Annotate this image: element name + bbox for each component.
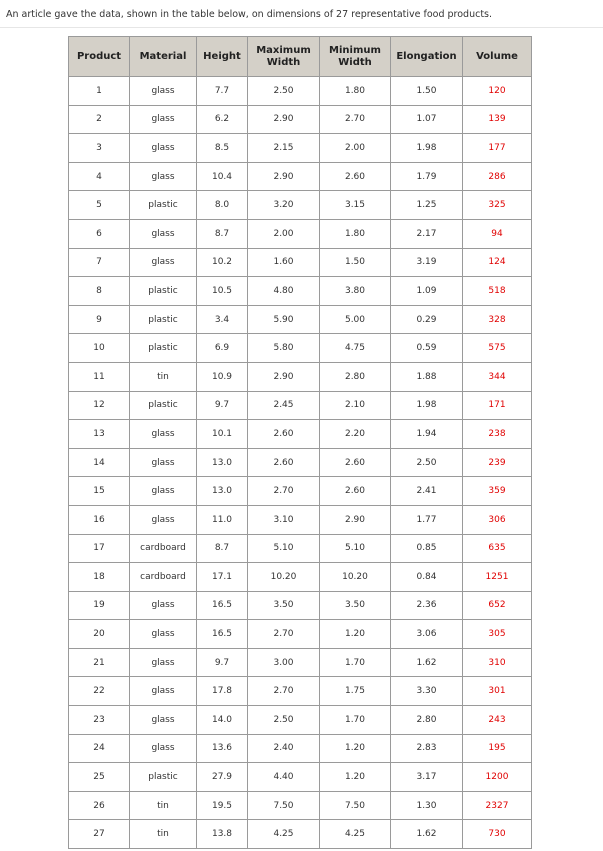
height-cell: 17.1 (197, 563, 248, 592)
minimum-width-cell: 2.80 (320, 362, 391, 391)
table-row (69, 134, 532, 163)
maximum-width-cell: 2.70 (248, 677, 320, 706)
product-cell: 6 (69, 219, 130, 248)
table-row (69, 563, 532, 592)
elongation-cell: 1.30 (391, 791, 463, 820)
maximum-width-cell: 2.70 (248, 477, 320, 506)
header-product: Product (69, 37, 130, 77)
minimum-width-cell: 3.15 (320, 191, 391, 220)
height-cell: 11.0 (197, 505, 248, 534)
height-cell: 10.1 (197, 420, 248, 449)
material-cell: plastic (130, 191, 197, 220)
material-cell: tin (130, 820, 197, 849)
maximum-width-cell: 4.80 (248, 277, 320, 306)
material-cell: plastic (130, 277, 197, 306)
maximum-width-cell: 2.90 (248, 162, 320, 191)
volume-cell: 635 (463, 534, 532, 563)
maximum-width-cell: 1.60 (248, 248, 320, 277)
material-cell: glass (130, 219, 197, 248)
material-cell: glass (130, 648, 197, 677)
volume-cell: 243 (463, 706, 532, 735)
maximum-width-cell: 2.90 (248, 105, 320, 134)
product-cell: 12 (69, 391, 130, 420)
product-cell: 2 (69, 105, 130, 134)
material-cell: glass (130, 162, 197, 191)
volume-cell: 344 (463, 362, 532, 391)
table-row (69, 105, 532, 134)
elongation-cell: 1.88 (391, 362, 463, 391)
material-cell: cardboard (130, 563, 197, 592)
minimum-width-cell: 1.80 (320, 77, 391, 106)
minimum-width-cell: 4.25 (320, 820, 391, 849)
table-row (69, 277, 532, 306)
material-cell: glass (130, 677, 197, 706)
product-cell: 26 (69, 791, 130, 820)
product-cell: 5 (69, 191, 130, 220)
material-cell: glass (130, 477, 197, 506)
header-material: Material (130, 37, 197, 77)
height-cell: 27.9 (197, 763, 248, 792)
height-cell: 8.5 (197, 134, 248, 163)
height-cell: 7.7 (197, 77, 248, 106)
height-cell: 13.8 (197, 820, 248, 849)
volume-cell: 124 (463, 248, 532, 277)
elongation-cell: 1.09 (391, 277, 463, 306)
material-cell: tin (130, 362, 197, 391)
volume-cell: 359 (463, 477, 532, 506)
height-cell: 9.7 (197, 648, 248, 677)
table-header-row (69, 37, 532, 77)
intro-text: An article gave the data, shown in the table below, on dimensions of 27 representative food products. (6, 9, 493, 20)
height-cell: 6.9 (197, 334, 248, 363)
height-cell: 10.4 (197, 162, 248, 191)
product-cell: 17 (69, 534, 130, 563)
material-cell: tin (130, 791, 197, 820)
height-cell: 19.5 (197, 791, 248, 820)
elongation-cell: 2.36 (391, 591, 463, 620)
table-row (69, 820, 532, 849)
table-row (69, 162, 532, 191)
maximum-width-cell: 3.50 (248, 591, 320, 620)
product-cell: 14 (69, 448, 130, 477)
volume-cell: 328 (463, 305, 532, 334)
food-products-table (68, 36, 532, 849)
product-cell: 16 (69, 505, 130, 534)
table-row (69, 620, 532, 649)
height-cell: 6.2 (197, 105, 248, 134)
maximum-width-cell: 2.50 (248, 706, 320, 735)
height-cell: 10.5 (197, 277, 248, 306)
product-cell: 21 (69, 648, 130, 677)
volume-cell: 1200 (463, 763, 532, 792)
table-row (69, 77, 532, 106)
height-cell: 10.9 (197, 362, 248, 391)
elongation-cell: 1.62 (391, 820, 463, 849)
product-cell: 9 (69, 305, 130, 334)
maximum-width-cell: 2.40 (248, 734, 320, 763)
volume-cell: 730 (463, 820, 532, 849)
volume-cell: 286 (463, 162, 532, 191)
maximum-width-cell: 5.80 (248, 334, 320, 363)
elongation-cell: 2.50 (391, 448, 463, 477)
product-cell: 11 (69, 362, 130, 391)
elongation-cell: 3.19 (391, 248, 463, 277)
minimum-width-cell: 5.00 (320, 305, 391, 334)
elongation-cell: 1.50 (391, 77, 463, 106)
minimum-width-cell: 10.20 (320, 563, 391, 592)
table-row (69, 734, 532, 763)
material-cell: glass (130, 620, 197, 649)
product-cell: 15 (69, 477, 130, 506)
material-cell: plastic (130, 763, 197, 792)
table-row (69, 706, 532, 735)
minimum-width-cell: 1.80 (320, 219, 391, 248)
volume-cell: 94 (463, 219, 532, 248)
minimum-width-cell: 5.10 (320, 534, 391, 563)
height-cell: 3.4 (197, 305, 248, 334)
volume-cell: 306 (463, 505, 532, 534)
product-cell: 24 (69, 734, 130, 763)
maximum-width-cell: 5.10 (248, 534, 320, 563)
material-cell: cardboard (130, 534, 197, 563)
product-cell: 20 (69, 620, 130, 649)
table-row (69, 391, 532, 420)
table-row (69, 219, 532, 248)
table-row (69, 791, 532, 820)
volume-cell: 238 (463, 420, 532, 449)
material-cell: plastic (130, 334, 197, 363)
material-cell: glass (130, 706, 197, 735)
header-volume: Volume (463, 37, 532, 77)
volume-cell: 1251 (463, 563, 532, 592)
volume-cell: 120 (463, 77, 532, 106)
volume-cell: 575 (463, 334, 532, 363)
minimum-width-cell: 2.10 (320, 391, 391, 420)
elongation-cell: 2.17 (391, 219, 463, 248)
table-row (69, 677, 532, 706)
table-row (69, 448, 532, 477)
material-cell: glass (130, 734, 197, 763)
material-cell: glass (130, 591, 197, 620)
height-cell: 8.0 (197, 191, 248, 220)
elongation-cell: 1.98 (391, 134, 463, 163)
volume-cell: 2327 (463, 791, 532, 820)
minimum-width-cell: 1.70 (320, 648, 391, 677)
header-maximum-width: Maximum Width (248, 37, 320, 77)
height-cell: 8.7 (197, 534, 248, 563)
volume-cell: 310 (463, 648, 532, 677)
table-row (69, 334, 532, 363)
product-cell: 7 (69, 248, 130, 277)
elongation-cell: 3.17 (391, 763, 463, 792)
material-cell: plastic (130, 305, 197, 334)
elongation-cell: 1.62 (391, 648, 463, 677)
elongation-cell: 0.29 (391, 305, 463, 334)
elongation-cell: 0.84 (391, 563, 463, 592)
minimum-width-cell: 7.50 (320, 791, 391, 820)
product-cell: 25 (69, 763, 130, 792)
height-cell: 14.0 (197, 706, 248, 735)
volume-cell: 177 (463, 134, 532, 163)
maximum-width-cell: 2.70 (248, 620, 320, 649)
minimum-width-cell: 1.20 (320, 620, 391, 649)
minimum-width-cell: 3.80 (320, 277, 391, 306)
product-cell: 27 (69, 820, 130, 849)
maximum-width-cell: 3.20 (248, 191, 320, 220)
maximum-width-cell: 2.00 (248, 219, 320, 248)
elongation-cell: 1.94 (391, 420, 463, 449)
minimum-width-cell: 2.70 (320, 105, 391, 134)
product-cell: 1 (69, 77, 130, 106)
maximum-width-cell: 4.25 (248, 820, 320, 849)
volume-cell: 171 (463, 391, 532, 420)
elongation-cell: 2.80 (391, 706, 463, 735)
minimum-width-cell: 1.20 (320, 763, 391, 792)
maximum-width-cell: 2.60 (248, 448, 320, 477)
table-row (69, 477, 532, 506)
material-cell: glass (130, 248, 197, 277)
product-cell: 22 (69, 677, 130, 706)
elongation-cell: 2.83 (391, 734, 463, 763)
volume-cell: 239 (463, 448, 532, 477)
table-row (69, 591, 532, 620)
header-minimum-width: Minimum Width (320, 37, 391, 77)
minimum-width-cell: 3.50 (320, 591, 391, 620)
minimum-width-cell: 2.90 (320, 505, 391, 534)
product-cell: 19 (69, 591, 130, 620)
maximum-width-cell: 3.10 (248, 505, 320, 534)
elongation-cell: 2.41 (391, 477, 463, 506)
volume-cell: 652 (463, 591, 532, 620)
volume-cell: 518 (463, 277, 532, 306)
elongation-cell: 1.07 (391, 105, 463, 134)
minimum-width-cell: 1.20 (320, 734, 391, 763)
material-cell: glass (130, 448, 197, 477)
elongation-cell: 3.06 (391, 620, 463, 649)
height-cell: 17.8 (197, 677, 248, 706)
maximum-width-cell: 2.15 (248, 134, 320, 163)
table-body (69, 77, 532, 849)
height-cell: 10.2 (197, 248, 248, 277)
table-row (69, 191, 532, 220)
minimum-width-cell: 1.75 (320, 677, 391, 706)
material-cell: glass (130, 505, 197, 534)
material-cell: glass (130, 105, 197, 134)
product-cell: 8 (69, 277, 130, 306)
volume-cell: 139 (463, 105, 532, 134)
table-row (69, 648, 532, 677)
elongation-cell: 1.77 (391, 505, 463, 534)
height-cell: 9.7 (197, 391, 248, 420)
elongation-cell: 3.30 (391, 677, 463, 706)
maximum-width-cell: 2.60 (248, 420, 320, 449)
maximum-width-cell: 2.50 (248, 77, 320, 106)
minimum-width-cell: 1.70 (320, 706, 391, 735)
height-cell: 8.7 (197, 219, 248, 248)
maximum-width-cell: 10.20 (248, 563, 320, 592)
product-cell: 13 (69, 420, 130, 449)
maximum-width-cell: 2.45 (248, 391, 320, 420)
minimum-width-cell: 2.60 (320, 162, 391, 191)
elongation-cell: 0.85 (391, 534, 463, 563)
product-cell: 4 (69, 162, 130, 191)
table-row (69, 248, 532, 277)
height-cell: 13.6 (197, 734, 248, 763)
table-row (69, 362, 532, 391)
minimum-width-cell: 1.50 (320, 248, 391, 277)
product-cell: 18 (69, 563, 130, 592)
material-cell: plastic (130, 391, 197, 420)
header-elongation: Elongation (391, 37, 463, 77)
maximum-width-cell: 3.00 (248, 648, 320, 677)
material-cell: glass (130, 420, 197, 449)
maximum-width-cell: 5.90 (248, 305, 320, 334)
minimum-width-cell: 2.60 (320, 477, 391, 506)
height-cell: 13.0 (197, 477, 248, 506)
elongation-cell: 1.79 (391, 162, 463, 191)
table-row (69, 305, 532, 334)
minimum-width-cell: 2.60 (320, 448, 391, 477)
minimum-width-cell: 2.20 (320, 420, 391, 449)
height-cell: 16.5 (197, 620, 248, 649)
maximum-width-cell: 2.90 (248, 362, 320, 391)
minimum-width-cell: 4.75 (320, 334, 391, 363)
minimum-width-cell: 2.00 (320, 134, 391, 163)
height-cell: 13.0 (197, 448, 248, 477)
elongation-cell: 1.25 (391, 191, 463, 220)
volume-cell: 325 (463, 191, 532, 220)
table-row (69, 505, 532, 534)
volume-cell: 195 (463, 734, 532, 763)
maximum-width-cell: 4.40 (248, 763, 320, 792)
material-cell: glass (130, 134, 197, 163)
volume-cell: 301 (463, 677, 532, 706)
divider (0, 27, 603, 28)
elongation-cell: 1.98 (391, 391, 463, 420)
product-cell: 10 (69, 334, 130, 363)
elongation-cell: 0.59 (391, 334, 463, 363)
product-cell: 3 (69, 134, 130, 163)
volume-cell: 305 (463, 620, 532, 649)
table-row (69, 763, 532, 792)
product-cell: 23 (69, 706, 130, 735)
table-row (69, 420, 532, 449)
height-cell: 16.5 (197, 591, 248, 620)
table-row (69, 534, 532, 563)
header-height: Height (197, 37, 248, 77)
maximum-width-cell: 7.50 (248, 791, 320, 820)
material-cell: glass (130, 77, 197, 106)
